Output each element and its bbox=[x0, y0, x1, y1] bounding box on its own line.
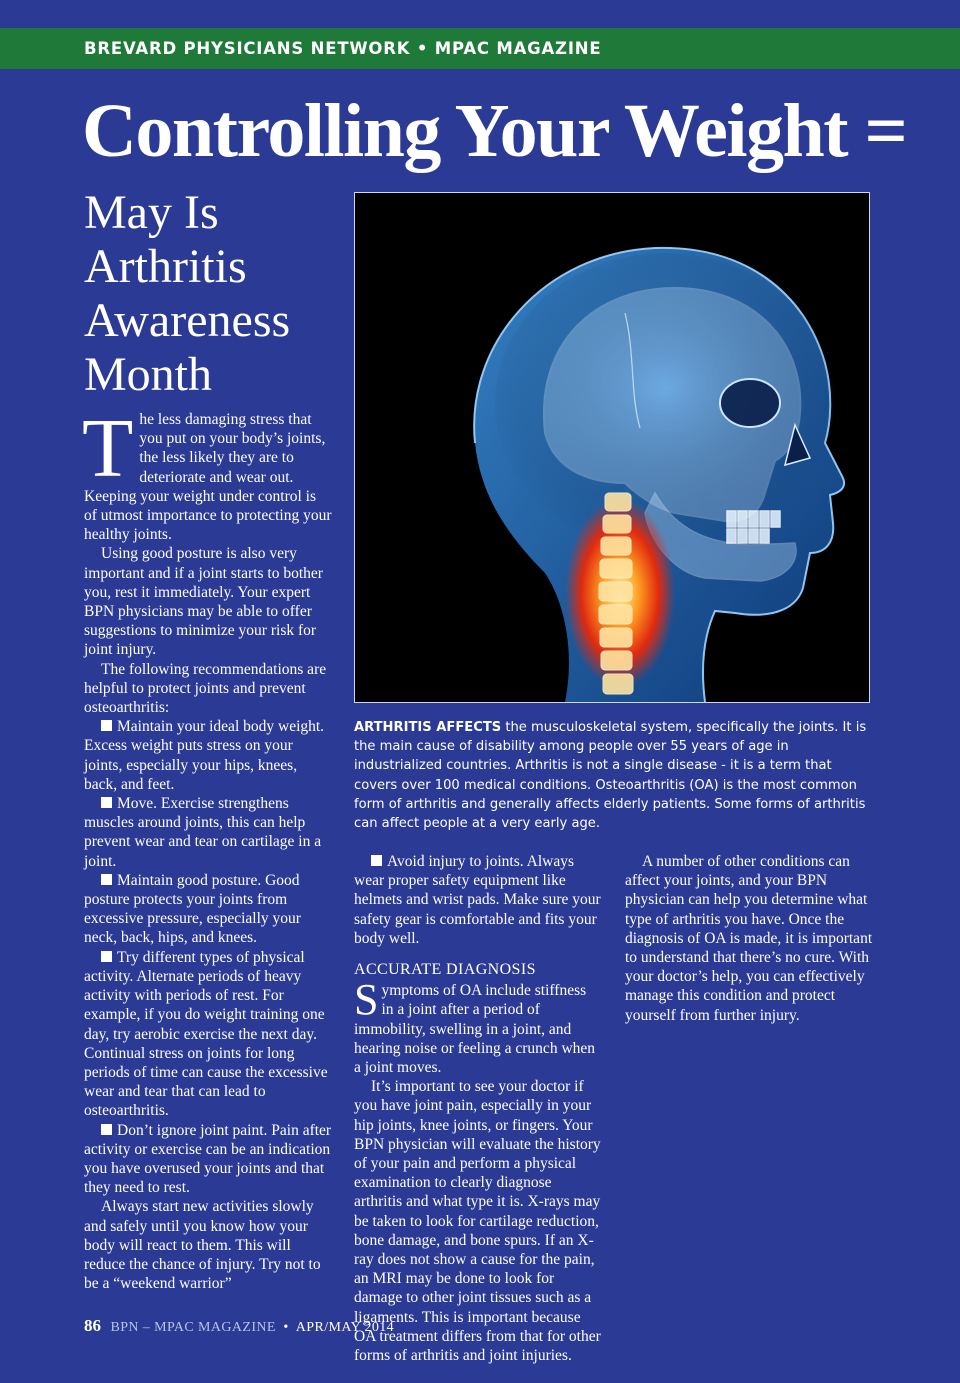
article-column-1 bbox=[82, 402, 332, 1293]
bullet-text: Maintain your ideal body weight. Excess weight puts stress on your joints, especially your hips, knees, back, and feet. bbox=[84, 718, 325, 793]
paragraph-posture: Using good posture is also very important and if a joint starts to bother you, rest it immediately. Your expert BPN physicians may be able to offer suggestions to minimize your risk for joint injury. bbox=[84, 545, 323, 659]
bullet-item bbox=[354, 852, 602, 948]
article-subhead: May Is Arthritis Awareness Month bbox=[84, 186, 291, 401]
top-banner bbox=[0, 28, 960, 69]
square-bullet-icon bbox=[101, 951, 112, 962]
square-bullet-icon bbox=[101, 874, 112, 885]
article-column-2 bbox=[354, 852, 602, 1365]
article-headline: Controlling Your Weight = bbox=[82, 89, 907, 173]
caption-body: the musculoskeletal system, specifically the joints. It is the main cause of disability among people over 55 years of age in industrialized countries. Arthritis is not a single disease - it is a term that covers over 100 medical conditions. Osteoarthritis (OA) is the most common form of arthritis and generally affects elderly patients. Some forms of arthritis can affect people at a very early age. bbox=[354, 720, 867, 832]
bullet-item bbox=[84, 794, 332, 871]
section-heading: ACCURATE DIAGNOSIS bbox=[354, 961, 536, 979]
paragraph-see-doctor: It’s important to see your doctor if you have joint pain, especially in your hip joints, knee joints, or fingers. Your BPN physician will evaluate the history of your pain and perform a physical examination to clearly diagnose arthritis and what type it is. X-rays may be taken to look for cartilage reduction, bone damage, and bone spurs. If an X-ray does not show a cause for the pain, an MRI may be done to look for damage to other joint tissues such as a ligaments. This is important because OA treatment differs from that for other forms of arthritis and joint injuries. bbox=[354, 1078, 601, 1365]
diagnosis-intro-text: ymptoms of OA include stiffness in a joint after a period of immobility, swelling in a joint, and hearing noise or feeling a crunch when a joint moves. bbox=[354, 982, 596, 1077]
paragraph-recommendations: The following recommendations are helpful to protect joints and prevent osteoarthritis: bbox=[84, 660, 327, 717]
square-bullet-icon bbox=[101, 797, 112, 808]
page-number: 86 bbox=[84, 1316, 101, 1335]
footer-magazine: BPN – MPAC MAGAZINE bbox=[110, 1320, 276, 1335]
start-slowly-text: Always start new activities slowly and safely until you know how your body will react to them. This will reduce the chance of injury. Try not to be a “weekend warrior” bbox=[84, 1198, 321, 1293]
diagnosis-intro bbox=[354, 975, 602, 1077]
page-footer bbox=[84, 1316, 394, 1336]
square-bullet-icon bbox=[101, 720, 112, 731]
bullet-text: Maintain good posture. Good posture protects your joints from excessive pressure, especially your neck, back, hips, and knees. bbox=[84, 871, 301, 947]
intro-text: he less damaging stress that you put on your body’s joints, the less likely they are to deteriorate and wear out. Keeping your weight under control is of utmost importance to protecting your healthy joints. bbox=[84, 411, 332, 544]
drop-cap: T bbox=[82, 402, 134, 495]
square-bullet-icon bbox=[371, 855, 382, 866]
footer-issue: APR/MAY 2014 bbox=[295, 1320, 395, 1335]
bullet-item bbox=[84, 717, 332, 794]
paragraph-start-slowly bbox=[84, 1197, 332, 1293]
square-bullet-icon bbox=[101, 1124, 112, 1135]
bullet-text: Try different types of physical activity. Alternate periods of heavy activity with periods of rest. For example, if you do weight training one day, try aerobic exercise the next day. Continual stress on joints for long periods of time can cause the excessive wear and tear that can lead to osteoarthritis. bbox=[84, 948, 328, 1120]
bullet-text: Don’t ignore joint paint. Pain after activity or exercise can be an indication you have overused your joints and that they need to rest. bbox=[84, 1121, 332, 1197]
photo-caption bbox=[354, 718, 876, 833]
caption-lead: ARTHRITIS AFFECTS bbox=[354, 720, 502, 735]
bullet-item bbox=[84, 871, 332, 948]
bullet-text: Move. Exercise strengthens muscles around joints, this can help prevent wear and tear on cartilage in a joint. bbox=[84, 795, 322, 870]
paragraph-other-conditions: A number of other conditions can affect your joints, and your BPN physician can help you determine what type of arthritis you have. Once the diagnosis of OA is made, it is important to understand that there’s no cure. With your doctor’s help, you can effectively manage this condition and protect yourself from further injury. bbox=[625, 853, 873, 1024]
drop-cap: S bbox=[354, 975, 379, 1025]
article-column-3 bbox=[625, 852, 873, 1025]
bullet-item bbox=[84, 948, 332, 1121]
bullet-item bbox=[84, 1121, 332, 1198]
xray-skull-neck-icon bbox=[354, 192, 870, 703]
publication-header: BREVARD PHYSICIANS NETWORK • MPAC MAGAZINE bbox=[84, 39, 602, 58]
bullet-text: Avoid injury to joints. Always wear proper safety equipment like helmets and wrist pads. Make sure your safety gear is comfortable and fits your body well. bbox=[354, 853, 601, 947]
intro-paragraph bbox=[82, 402, 332, 544]
footer-separator: • bbox=[283, 1320, 289, 1335]
